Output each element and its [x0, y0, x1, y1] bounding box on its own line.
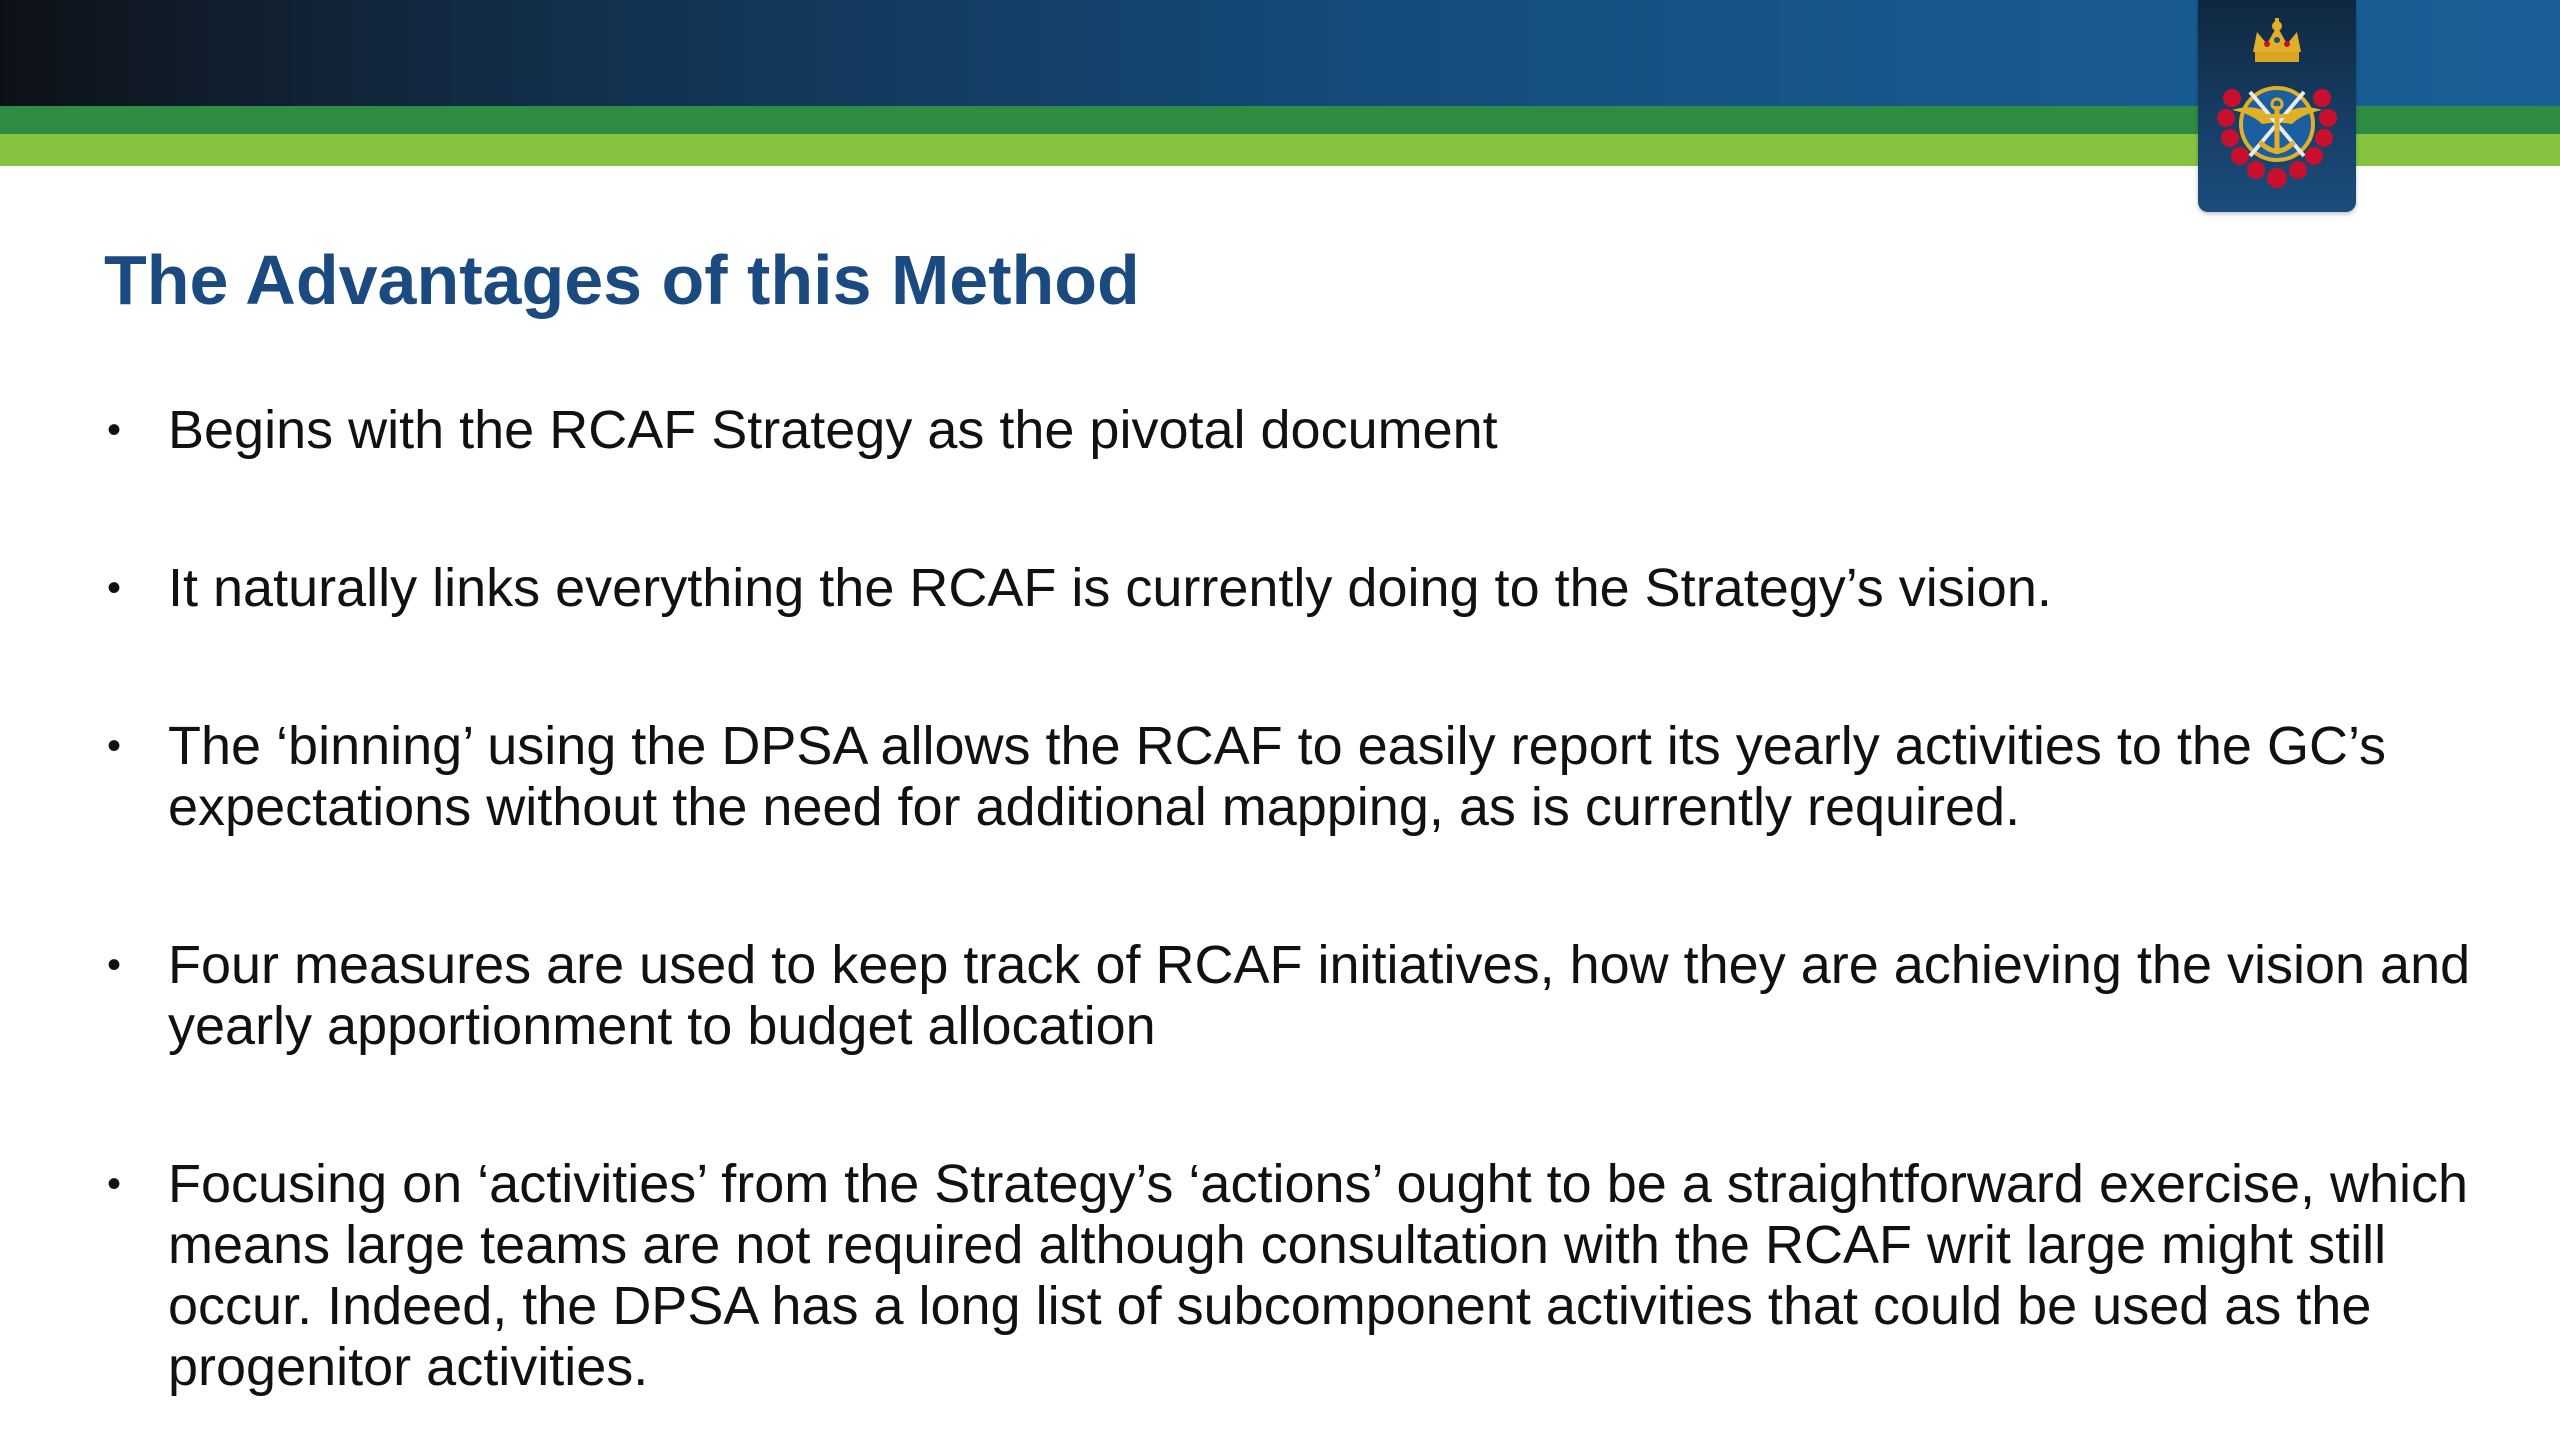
bullet-text: Begins with the RCAF Strategy as the pivotal document [168, 400, 1498, 460]
header-band [0, 0, 2560, 106]
list-item [104, 400, 2504, 461]
list-item [104, 716, 2504, 838]
header-stripe-dark-green [0, 106, 2560, 134]
bullet-icon: • [106, 566, 121, 610]
bullet-icon: • [106, 1162, 121, 1206]
bullet-text: Four measures are used to keep track of RCAF initiatives, how they are achieving the vision and yearly apportionment to budget allocation [168, 935, 2471, 1056]
bullet-text: Focusing on ‘activities’ from the Strategy’s ‘actions’ ought to be a straightforward exercise, which means large teams are not required although consultation with the RCAF writ large might still occur. Indeed, the DPSA has a long list of subcomponent activities that could be used as the progenitor activities. [168, 1154, 2469, 1397]
bullet-icon: • [106, 724, 121, 768]
canadian-armed-forces-crest-icon [2212, 18, 2342, 198]
bullet-icon: • [106, 943, 121, 987]
emblem-tab [2198, 0, 2356, 212]
bullet-text: The ‘binning’ using the DPSA allows the RCAF to easily report its yearly activities to the GC’s expectations without the need for additional mapping, as is currently required. [168, 716, 2386, 837]
list-item [104, 1154, 2504, 1398]
bullet-text: It naturally links everything the RCAF is currently doing to the Strategy’s vision. [168, 558, 2052, 618]
list-item [104, 935, 2504, 1057]
list-item [104, 558, 2504, 619]
header-stripe-light-green [0, 134, 2560, 166]
page-title: The Advantages of this Method [104, 241, 1140, 319]
bullet-icon: • [106, 408, 121, 452]
bullet-list [104, 400, 2504, 1398]
